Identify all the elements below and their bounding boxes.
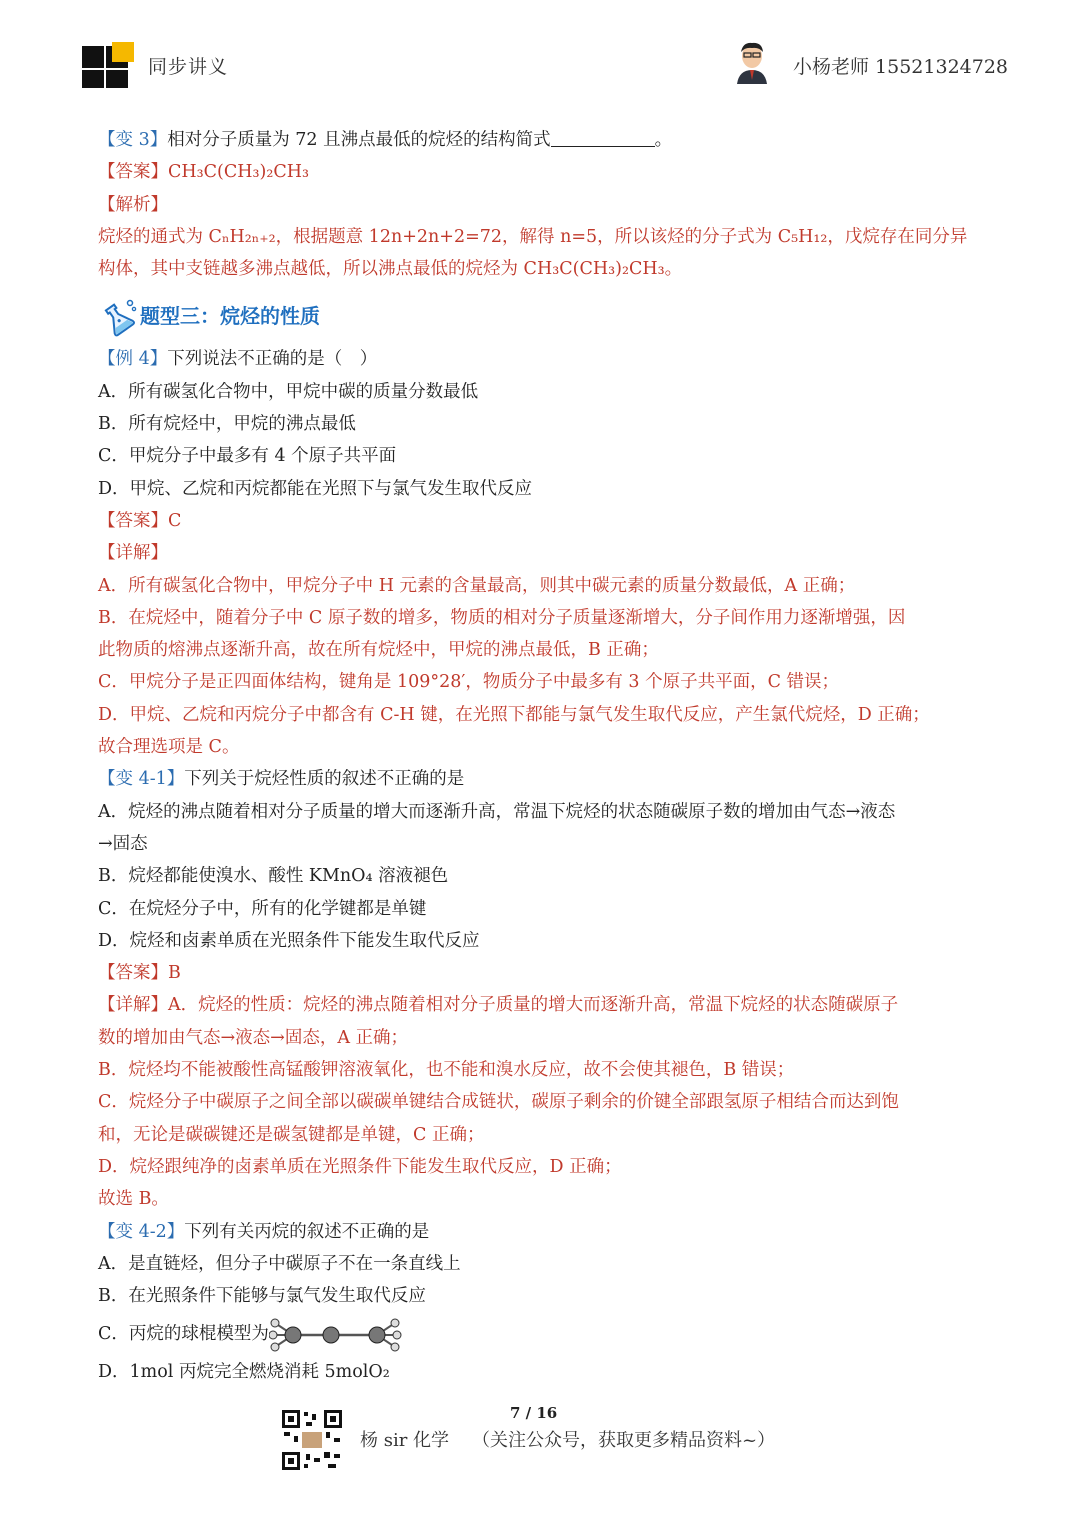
var41-detail-line: 【详解】A．烷烃的性质：烷烃的沸点随着相对分子质量的增大而逐渐升高，常温下烷烃的状态随碳原子 xyxy=(98,995,899,1016)
ex4-answer: 【答案】C xyxy=(98,510,182,531)
footer-account-name: 杨 sir 化学 xyxy=(360,1430,450,1451)
var41-detail-line: B．烷烃均不能被酸性高锰酸钾溶液氧化，也不能和溴水反应，故不会使其褪色，B 错误； xyxy=(98,1060,795,1081)
ex4-detail-line: D．甲烷、乙烷和丙烷分子中都含有 C-H 键，在光照下都能与氯气发生取代反应，产生氯代烷烃，D 正确； xyxy=(98,704,930,725)
var41-option: A．烷烃的沸点随着相对分子质量的增大而逐渐升高，常温下烷烃的状态随碳原子数的增加由气态→液态 xyxy=(98,801,896,822)
var41-option: D．烷烃和卤素单质在光照条件下能发生取代反应 xyxy=(98,930,480,951)
var3-question: 【变 3】相对分子质量为 72 且沸点最低的烷烃的结构简式 。 xyxy=(98,130,673,150)
var3-analysis-tag: 【解析】 xyxy=(98,194,168,215)
brand-title: 同步讲义 xyxy=(148,56,229,78)
var41-detail-line: C．烷烃分子中碳原子之间全部以碳碳单键结合成链状，碳原子剩余的价键全部跟氢原子相结合而达到饱 xyxy=(98,1092,899,1113)
var42-option: A．是直链烃，但分子中碳原子不在一条直线上 xyxy=(98,1253,461,1274)
ex4-option: A．所有碳氢化合物中，甲烷中碳的质量分数最低 xyxy=(98,381,479,402)
page-number: 7 / 16 xyxy=(510,1404,558,1422)
page-content xyxy=(98,124,978,1389)
var41-detail-line: 和，无论是碳碳键还是碳氢键都是单键，C 正确； xyxy=(98,1124,485,1145)
var41-detail-line: D．烷烃跟纯净的卤素单质在光照条件下能发生取代反应，D 正确； xyxy=(98,1156,622,1177)
teacher-avatar-icon xyxy=(733,40,771,84)
section-heading xyxy=(98,297,978,337)
var41-question: 【变 4-1】下列关于烷烃性质的叙述不正确的是 xyxy=(98,769,465,790)
ex4-detail-line: B．在烷烃中，随着分子中 C 原子数的增多，物质的相对分子质量逐渐增大，分子间作用力逐渐增强，因 xyxy=(98,607,906,628)
ex4-detail-line: 故合理选项是 C。 xyxy=(98,737,240,758)
var41-option: B．烷烃都能使溴水、酸性 KMnO₄ 溶液褪色 xyxy=(98,866,449,887)
ex4-detail-line: A．所有碳氢化合物中，甲烷分子中 H 元素的含量最高，则其中碳元素的质量分数最低，A 正确； xyxy=(98,575,856,596)
var3-analysis-line: 烷烃的通式为 CₙH₂ₙ₊₂，根据题意 12n+2n+2=72，解得 n=5，所以该烃的分子式为 C₅H₁₂，戊烷存在同分异 xyxy=(98,226,968,247)
var41-answer: 【答案】B xyxy=(98,963,181,984)
ex4-option: D．甲烷、乙烷和丙烷都能在光照下与氯气发生取代反应 xyxy=(98,478,533,499)
teacher-contact: 小杨老师 15521324728 xyxy=(793,56,1009,78)
page-header xyxy=(0,0,1080,110)
qr-code-icon xyxy=(280,1408,344,1472)
var41-detail-line: 数的增加由气态→液态→固态，A 正确； xyxy=(98,1027,409,1048)
ex4-detail-line: 此物质的熔沸点逐渐升高，故在所有烷烃中，甲烷的沸点最低，B 正确； xyxy=(98,640,659,661)
ex4-detail-tag: 【详解】 xyxy=(98,543,168,564)
var42-option: C．丙烷的球棍模型为 xyxy=(98,1312,978,1356)
var41-option: →固态 xyxy=(98,833,148,854)
answer-blank xyxy=(551,128,655,147)
page-footer xyxy=(0,1400,1080,1526)
flask-icon xyxy=(98,297,138,337)
var3-analysis-line: 构体，其中支链越多沸点越低，所以沸点最低的烷烃为 CH₃C(CH₃)₂CH₃。 xyxy=(98,259,683,280)
propane-ball-stick-model xyxy=(269,1315,403,1355)
ex4-option: B．所有烷烃中，甲烷的沸点最低 xyxy=(98,414,356,435)
ex4-detail-line: C．甲烷分子是正四面体结构，键角是 109°28′，物质分子中最多有 3 个原子共平面，C 错误； xyxy=(98,672,840,693)
ex4-option: C．甲烷分子中最多有 4 个原子共平面 xyxy=(98,446,397,467)
var41-detail-line: 故选 B。 xyxy=(98,1189,169,1210)
var41-option: C．在烷烃分子中，所有的化学键都是单键 xyxy=(98,898,427,919)
var3-answer: 【答案】CH₃C(CH₃)₂CH₃ xyxy=(98,162,310,183)
var42-option: D．1mol 丙烷完全燃烧消耗 5molO₂ xyxy=(98,1362,390,1383)
footer-note: （关注公众号，获取更多精品资料~） xyxy=(472,1430,776,1451)
var42-option: B．在光照条件下能够与氯气发生取代反应 xyxy=(98,1286,426,1307)
section-title: 题型三：烷烃的性质 xyxy=(140,304,320,329)
ex4-question: 【例 4】下列说法不正确的是（ ） xyxy=(98,349,378,370)
var42-question: 【变 4-2】下列有关丙烷的叙述不正确的是 xyxy=(98,1221,430,1242)
brand-logo xyxy=(82,42,134,88)
